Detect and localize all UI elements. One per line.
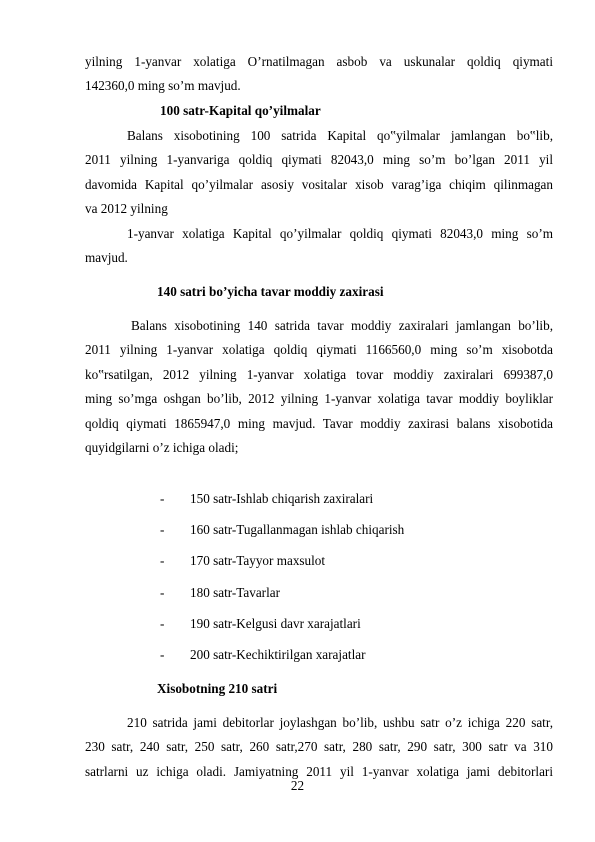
list-item-text: 190 satr-Kelgusi davr xarajatlari bbox=[190, 616, 361, 631]
paragraph-line: 2011 yilning 1-yanvar xolatiga qoldiq qiymati 1166560,0 ming so’m xisobotda bbox=[85, 342, 553, 357]
paragraph-line: Balans xisobotining 140 satrida tavar moddiy zaxiralari jamlangan bo’lib, bbox=[131, 318, 553, 333]
paragraph-line: satrlarni uz ichiga oladi. Jamiyatning 2011 yil 1-yanvar xolatiga jami debitorlari bbox=[85, 764, 553, 779]
list-item-text: 180 satr-Tavarlar bbox=[190, 585, 280, 600]
list-dash: - bbox=[160, 647, 165, 662]
list-dash: - bbox=[160, 585, 165, 600]
list-item-text: 200 satr-Kechiktirilgan xarajatlar bbox=[190, 647, 366, 662]
section-heading: 140 satri bo’yicha tavar moddiy zaxirasi bbox=[157, 284, 384, 299]
paragraph-line: 2011 yilning 1-yanvariga qoldiq qiymati 82043,0 ming so’m bo’lgan 2011 yil bbox=[85, 152, 553, 167]
list-dash: - bbox=[160, 616, 165, 631]
page-number: 22 bbox=[290, 778, 305, 793]
paragraph-line: yilning 1-yanvar xolatiga O’rnatilmagan asbob va uskunalar qoldiq qiymati bbox=[85, 54, 553, 69]
paragraph-line: 142360,0 ming so’m mavjud. bbox=[85, 78, 241, 93]
list-dash: - bbox=[160, 522, 165, 537]
paragraph-line: 210 satrida jami debitorlar joylashgan bo’lib, ushbu satr o’z ichiga 220 satr, bbox=[127, 715, 553, 730]
paragraph-line: qoldiq qiymati 1865947,0 ming mavjud. Tavar moddiy zaxirasi balans xisobotida bbox=[85, 416, 553, 431]
section-heading: 100 satr-Kapital qo’yilmalar bbox=[160, 103, 321, 118]
paragraph-line: ko‟rsatilgan, 2012 yilning 1-yanvar xolatiga tovar moddiy zaxiralari 699387,0 bbox=[85, 367, 553, 382]
paragraph-line: quyidgilarni o’z ichiga oladi; bbox=[85, 440, 239, 455]
list-item-text: 150 satr-Ishlab chiqarish zaxiralari bbox=[190, 491, 374, 506]
list-dash: - bbox=[160, 491, 165, 506]
paragraph-line: va 2012 yilning bbox=[85, 201, 168, 216]
list-item-text: 170 satr-Tayyor maxsulot bbox=[190, 553, 326, 568]
paragraph-line: davomida Kapital qo’yilmalar asosiy vositalar xisob varag’iga chiqim qilinmagan bbox=[85, 177, 553, 192]
paragraph-line: mavjud. bbox=[85, 250, 128, 265]
section-heading: Xisobotning 210 satri bbox=[157, 681, 278, 696]
paragraph-line: Balans xisobotining 100 satrida Kapital qo‟yilmalar jamlangan bo‟lib, bbox=[127, 128, 553, 143]
list-item-text: 160 satr-Tugallanmagan ishlab chiqarish bbox=[190, 522, 405, 537]
list-dash: - bbox=[160, 553, 165, 568]
paragraph-line: 1-yanvar xolatiga Kapital qo’yilmalar qoldiq qiymati 82043,0 ming so’m bbox=[127, 226, 553, 241]
paragraph-line: 230 satr, 240 satr, 250 satr, 260 satr,270 satr, 280 satr, 290 satr, 300 satr va 310 bbox=[85, 739, 553, 754]
paragraph-line: ming so’mga oshgan bo’lib, 2012 yilning 1-yanvar xolatiga tavar moddiy boyliklar bbox=[85, 391, 553, 406]
